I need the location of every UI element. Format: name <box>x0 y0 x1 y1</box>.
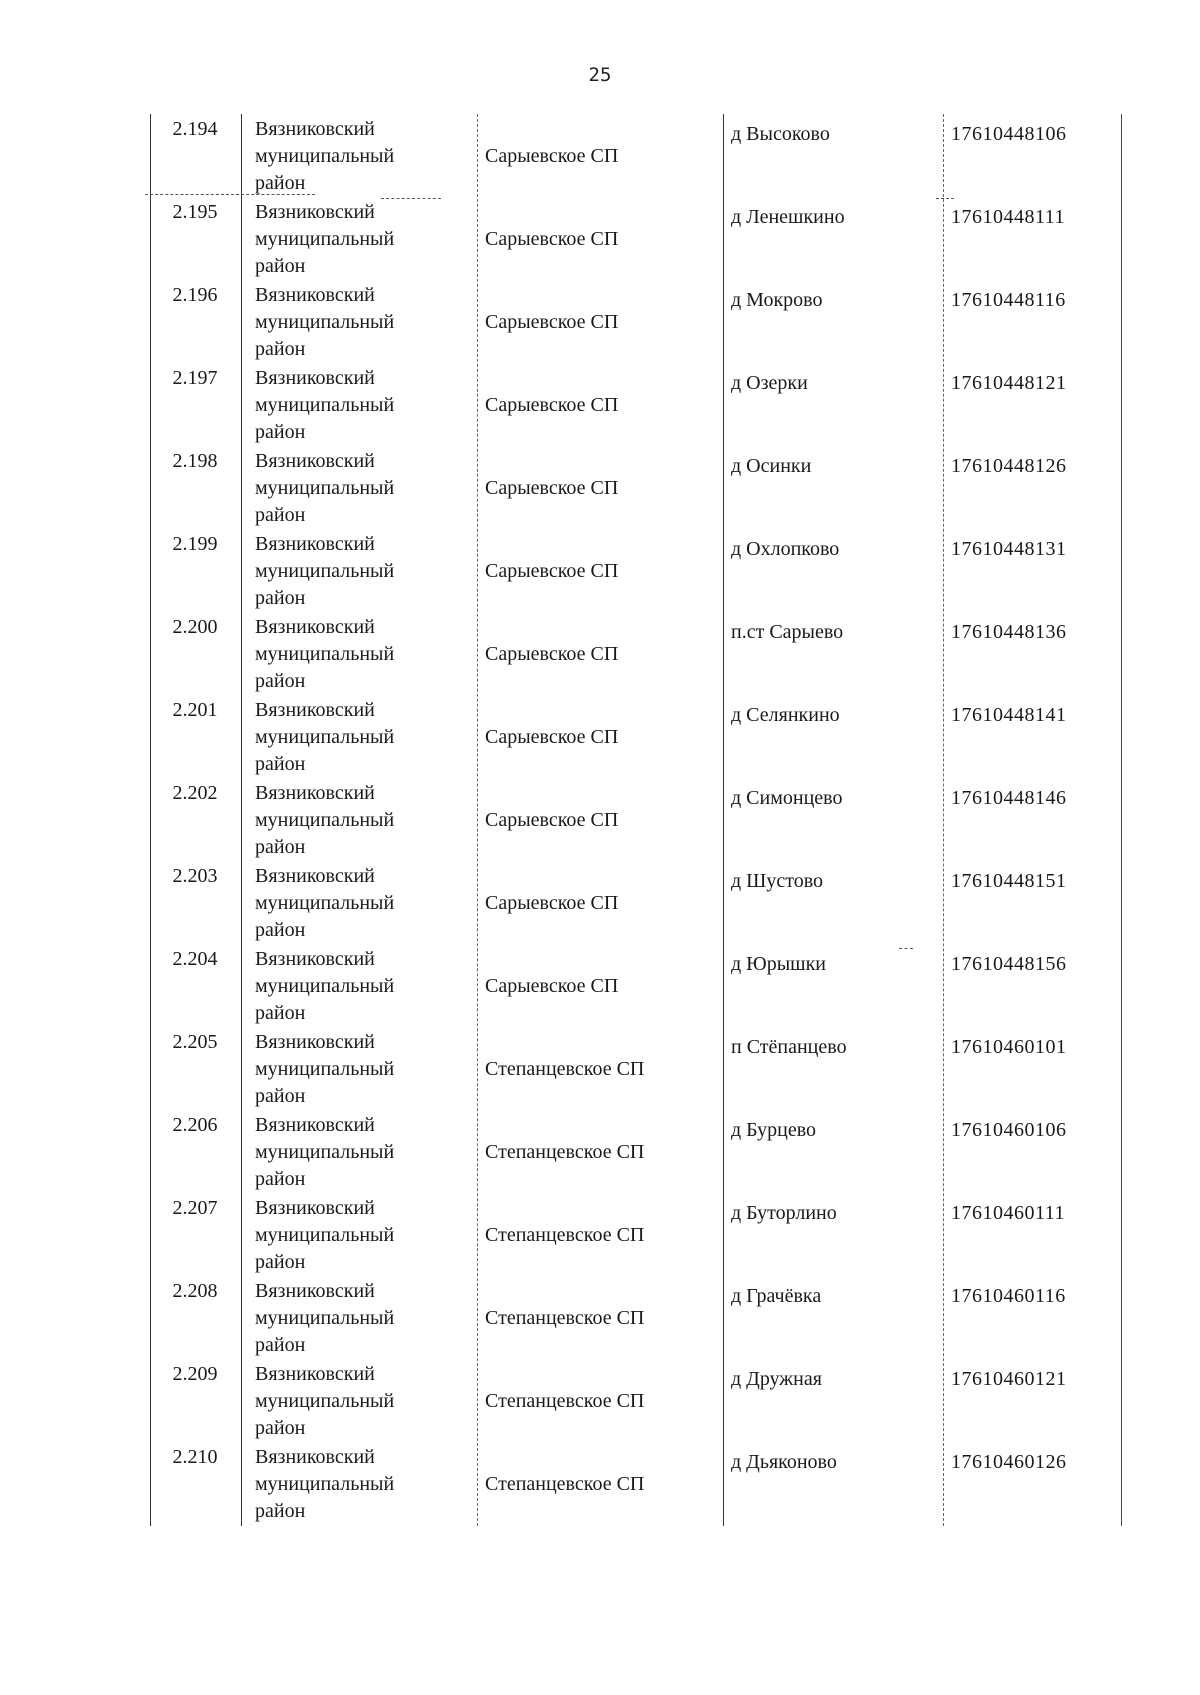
table-row <box>151 1027 1121 1110</box>
row-number: 2.199 <box>172 533 218 555</box>
locality-name: д Охлопково <box>731 538 840 560</box>
locality-name: д Озерки <box>731 372 808 394</box>
district-line: Вязниковский <box>255 782 375 804</box>
settlement-name: Сарыевское СП <box>485 975 619 997</box>
oktmo-code: 17610460106 <box>951 1119 1067 1141</box>
row-number: 2.205 <box>172 1031 218 1053</box>
district-name <box>255 116 475 197</box>
district-line: муниципальный <box>255 1307 395 1329</box>
row-number: 2.201 <box>172 699 218 721</box>
district-line: район <box>255 919 306 941</box>
oktmo-code: 17610448126 <box>951 455 1067 477</box>
locality-name: д Мокрово <box>731 289 823 311</box>
locality-name: д Осинки <box>731 455 812 477</box>
settlement-name: Сарыевское СП <box>485 145 619 167</box>
settlement-name: Сарыевское СП <box>485 311 619 333</box>
district-name <box>255 1361 475 1442</box>
district-line: муниципальный <box>255 1058 395 1080</box>
district-line: район <box>255 1500 306 1522</box>
district-name <box>255 448 475 529</box>
district-name <box>255 1444 475 1525</box>
table-row <box>151 778 1121 861</box>
locality-name: д Юрышки <box>731 953 826 975</box>
table-row <box>151 280 1121 363</box>
locality-name: д Симонцево <box>731 787 843 809</box>
district-line: Вязниковский <box>255 367 375 389</box>
district-line: район <box>255 670 306 692</box>
district-name <box>255 614 475 695</box>
district-line: муниципальный <box>255 726 395 748</box>
district-line: муниципальный <box>255 892 395 914</box>
row-number: 2.203 <box>172 865 218 887</box>
oktmo-code: 17610460101 <box>951 1036 1067 1058</box>
district-line: Вязниковский <box>255 450 375 472</box>
table-row <box>151 1193 1121 1276</box>
table-row <box>151 861 1121 944</box>
district-line: район <box>255 255 306 277</box>
district-line: Вязниковский <box>255 1031 375 1053</box>
district-line: район <box>255 504 306 526</box>
table-row <box>151 1276 1121 1359</box>
settlement-name: Сарыевское СП <box>485 892 619 914</box>
district-name <box>255 1195 475 1276</box>
settlement-name: Степанцевское СП <box>485 1473 645 1495</box>
district-line: район <box>255 836 306 858</box>
district-line: район <box>255 1085 306 1107</box>
locality-name: д Грачёвка <box>731 1285 822 1307</box>
oktmo-code: 17610448111 <box>951 206 1066 228</box>
oktmo-code: 17610448156 <box>951 953 1067 975</box>
settlement-name: Сарыевское СП <box>485 726 619 748</box>
district-line: Вязниковский <box>255 948 375 970</box>
table-row <box>151 529 1121 612</box>
oktmo-code: 17610460111 <box>951 1202 1066 1224</box>
district-line: Вязниковский <box>255 1280 375 1302</box>
district-line: муниципальный <box>255 145 395 167</box>
locality-name: д Высоково <box>731 123 830 145</box>
district-line: муниципальный <box>255 1141 395 1163</box>
district-line: район <box>255 1334 306 1356</box>
oktmo-code: 17610460121 <box>951 1368 1067 1390</box>
settlement-name: Сарыевское СП <box>485 643 619 665</box>
district-line: Вязниковский <box>255 284 375 306</box>
district-line: Вязниковский <box>255 118 375 140</box>
district-line: район <box>255 587 306 609</box>
district-line: Вязниковский <box>255 1446 375 1468</box>
localities-table <box>150 114 1122 1526</box>
district-line: муниципальный <box>255 975 395 997</box>
district-line: район <box>255 172 306 194</box>
district-name <box>255 1112 475 1193</box>
district-line: район <box>255 421 306 443</box>
oktmo-code: 17610448121 <box>951 372 1067 394</box>
district-line: муниципальный <box>255 560 395 582</box>
row-number: 2.204 <box>172 948 218 970</box>
district-line: муниципальный <box>255 643 395 665</box>
row-number: 2.196 <box>172 284 218 306</box>
table-row <box>151 446 1121 529</box>
district-line: муниципальный <box>255 1224 395 1246</box>
district-name <box>255 282 475 363</box>
settlement-name: Сарыевское СП <box>485 809 619 831</box>
locality-name: д Шустово <box>731 870 824 892</box>
oktmo-code: 17610448131 <box>951 538 1067 560</box>
table-row <box>151 1359 1121 1442</box>
district-line: муниципальный <box>255 1473 395 1495</box>
district-name <box>255 946 475 1027</box>
oktmo-code: 17610460116 <box>951 1285 1066 1307</box>
row-number: 2.200 <box>172 616 218 638</box>
oktmo-code: 17610448146 <box>951 787 1067 809</box>
district-name <box>255 531 475 612</box>
locality-name: д Буторлино <box>731 1202 837 1224</box>
district-line: Вязниковский <box>255 533 375 555</box>
district-line: Вязниковский <box>255 1363 375 1385</box>
locality-name: п.ст Сарыево <box>731 621 844 643</box>
settlement-name: Сарыевское СП <box>485 228 619 250</box>
locality-name: д Бурцево <box>731 1119 817 1141</box>
row-number: 2.195 <box>172 201 218 223</box>
district-name <box>255 365 475 446</box>
district-line: муниципальный <box>255 1390 395 1412</box>
district-line: район <box>255 1168 306 1190</box>
table-row <box>151 363 1121 446</box>
district-line: муниципальный <box>255 311 395 333</box>
locality-name: д Дьяконово <box>731 1451 837 1473</box>
row-number: 2.208 <box>172 1280 218 1302</box>
district-name <box>255 1278 475 1359</box>
district-line: Вязниковский <box>255 1197 375 1219</box>
row-number: 2.202 <box>172 782 218 804</box>
district-line: район <box>255 1417 306 1439</box>
row-number: 2.198 <box>172 450 218 472</box>
district-line: муниципальный <box>255 477 395 499</box>
row-number: 2.207 <box>172 1197 218 1219</box>
row-number: 2.197 <box>172 367 218 389</box>
oktmo-code: 17610460126 <box>951 1451 1067 1473</box>
district-name <box>255 863 475 944</box>
district-name <box>255 780 475 861</box>
district-line: Вязниковский <box>255 865 375 887</box>
district-line: муниципальный <box>255 809 395 831</box>
oktmo-code: 17610448116 <box>951 289 1066 311</box>
district-line: Вязниковский <box>255 616 375 638</box>
district-name <box>255 697 475 778</box>
table-row <box>151 1442 1121 1525</box>
district-line: муниципальный <box>255 394 395 416</box>
settlement-name: Степанцевское СП <box>485 1224 645 1246</box>
table-row <box>151 197 1121 280</box>
district-line: район <box>255 338 306 360</box>
oktmo-code: 17610448141 <box>951 704 1067 726</box>
district-line: район <box>255 753 306 775</box>
district-line: муниципальный <box>255 228 395 250</box>
district-line: район <box>255 1002 306 1024</box>
row-number: 2.194 <box>172 118 218 140</box>
table-row <box>151 944 1121 1027</box>
settlement-name: Сарыевское СП <box>485 394 619 416</box>
settlement-name: Сарыевское СП <box>485 477 619 499</box>
table-row <box>151 695 1121 778</box>
locality-name: д Дружная <box>731 1368 822 1390</box>
district-line: Вязниковский <box>255 1114 375 1136</box>
settlement-name: Сарыевское СП <box>485 560 619 582</box>
row-number: 2.210 <box>172 1446 218 1468</box>
oktmo-code: 17610448136 <box>951 621 1067 643</box>
district-line: Вязниковский <box>255 201 375 223</box>
district-name <box>255 199 475 280</box>
locality-name: д Ленешкино <box>731 206 845 228</box>
row-number: 2.206 <box>172 1114 218 1136</box>
locality-name: д Селянкино <box>731 704 840 726</box>
table-row <box>151 114 1121 197</box>
settlement-name: Степанцевское СП <box>485 1141 645 1163</box>
table-row <box>151 1110 1121 1193</box>
district-name <box>255 1029 475 1110</box>
district-line: район <box>255 1251 306 1273</box>
district-line: Вязниковский <box>255 699 375 721</box>
row-number: 2.209 <box>172 1363 218 1385</box>
settlement-name: Степанцевское СП <box>485 1390 645 1412</box>
page-number: 25 <box>588 64 612 86</box>
table-row <box>151 612 1121 695</box>
oktmo-code: 17610448106 <box>951 123 1067 145</box>
settlement-name: Степанцевское СП <box>485 1307 645 1329</box>
locality-name: п Стёпанцево <box>731 1036 847 1058</box>
settlement-name: Степанцевское СП <box>485 1058 645 1080</box>
oktmo-code: 17610448151 <box>951 870 1067 892</box>
